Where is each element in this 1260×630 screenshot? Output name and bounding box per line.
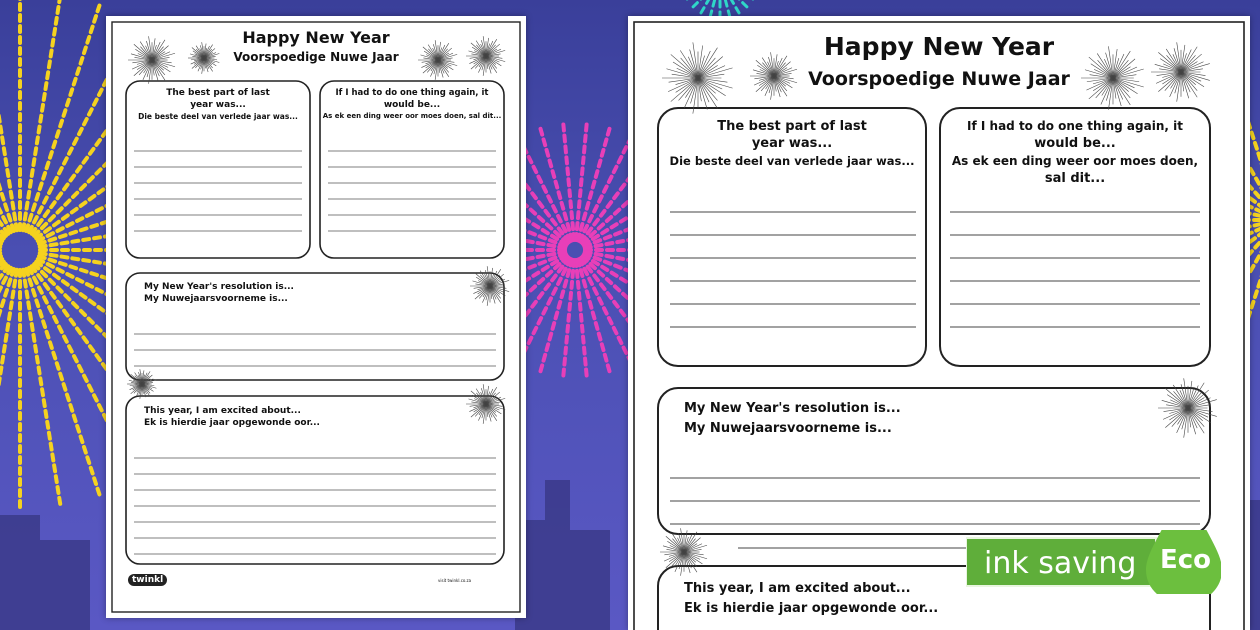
worksheet-preview-small bbox=[106, 16, 526, 618]
box2-prompt-en-2-large: would be... bbox=[1034, 136, 1116, 151]
box3-prompt-en-large: My New Year's resolution is... bbox=[684, 401, 901, 416]
box1-prompt-af-large: Die beste deel van verlede jaar was... bbox=[669, 154, 915, 168]
box1-prompt-en-2-large: year was... bbox=[751, 136, 833, 151]
footer-url: visit twinkl.co.za bbox=[438, 578, 472, 583]
ink-saving-label: ink saving bbox=[984, 546, 1137, 581]
worksheet-title-large: Happy New Year bbox=[823, 32, 1055, 61]
box1-prompt-en-1: The best part of last bbox=[166, 88, 270, 98]
worksheet-subtitle-large: Voorspoedige Nuwe Jaar bbox=[808, 68, 1070, 90]
box2-prompt-en-1-large: If I had to do one thing again, it bbox=[967, 119, 1183, 133]
box1-prompt-af: Die beste deel van verlede jaar was... bbox=[138, 112, 298, 121]
box2-prompt-en-1: If I had to do one thing again, it bbox=[335, 88, 489, 98]
box1-prompt-en-2: year was... bbox=[190, 100, 246, 110]
worksheet-subtitle: Voorspoedige Nuwe Jaar bbox=[233, 50, 399, 64]
box4-prompt-af-large: Ek is hierdie jaar opgewonde oor... bbox=[684, 601, 939, 616]
box2-prompt-af: As ek een ding weer oor moes doen, sal dit... bbox=[322, 112, 502, 120]
box4-prompt-af: Ek is hierdie jaar opgewonde oor... bbox=[144, 418, 320, 428]
box2-prompt-af-2-large: sal dit... bbox=[1044, 171, 1106, 186]
firework-doodle-icon bbox=[466, 384, 505, 424]
worksheet-title: Happy New Year bbox=[242, 28, 390, 47]
eco-tag: Eco bbox=[1160, 545, 1212, 575]
box3-prompt-af: My Nuwejaarsvoorneme is... bbox=[144, 294, 288, 304]
box4-prompt-en: This year, I am excited about... bbox=[144, 406, 301, 416]
box2-prompt-af-1-large: As ek een ding weer oor moes doen, bbox=[951, 154, 1199, 168]
box3-prompt-en: My New Year's resolution is... bbox=[144, 282, 294, 292]
box3-prompt-af-large: My Nuwejaarsvoorneme is... bbox=[684, 421, 892, 436]
firework-doodle-icon bbox=[127, 369, 156, 399]
box1-prompt-en-1-large: The best part of last bbox=[717, 119, 867, 134]
box2-prompt-en-2: would be... bbox=[383, 100, 441, 110]
twinkl-logo: twinkl bbox=[128, 574, 167, 586]
box4-prompt-en-large: This year, I am excited about... bbox=[684, 581, 911, 596]
